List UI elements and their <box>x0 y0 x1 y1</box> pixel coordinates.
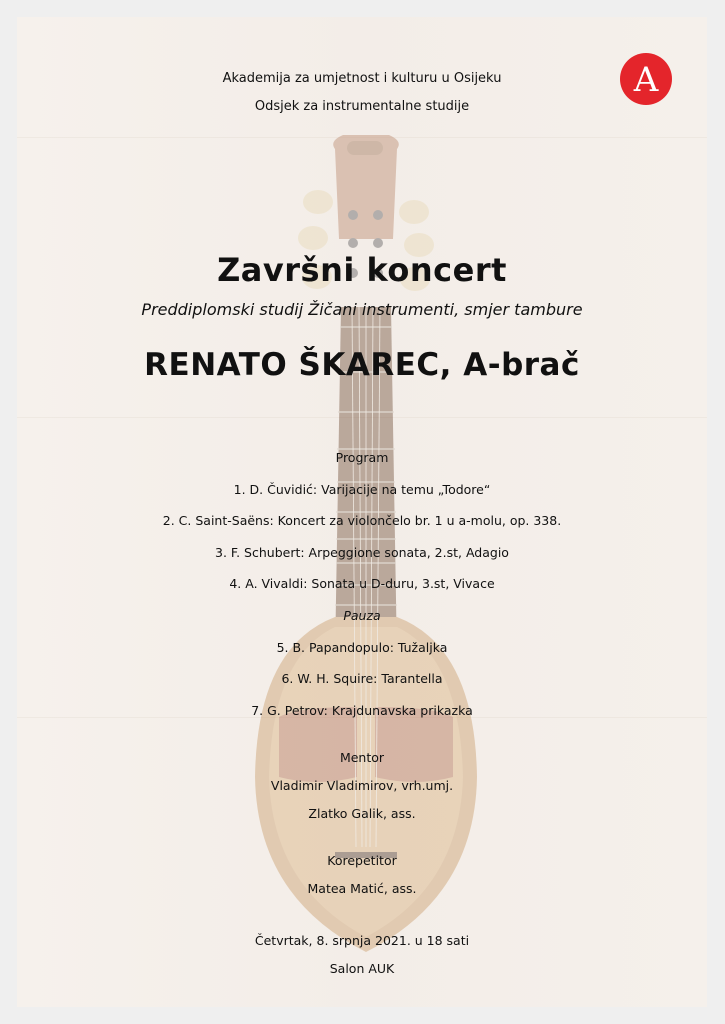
performer-name: RENATO ŠKAREC, A-brač <box>144 347 580 383</box>
program-heading: Program <box>335 450 389 465</box>
korepetitor-block <box>17 847 707 903</box>
poster-sheet <box>17 17 707 1007</box>
department-name: Odsjek za instrumentalne studije <box>254 99 470 114</box>
mentor-heading: Mentor <box>339 750 385 765</box>
korepetitor-heading: Korepetitor <box>327 853 397 868</box>
event-venue: Salon AUK <box>329 961 395 976</box>
program-item: 1. D. Čuvidić: Varijacije na temu „Todore“ <box>233 481 491 497</box>
header-block <box>17 65 707 121</box>
mentor-name: Vladimir Vladimirov, vrh.umj. <box>270 778 454 793</box>
concert-subtitle: Preddiplomski studij Žičani instrumenti, smjer tambure <box>141 300 583 319</box>
mentor-block <box>17 744 707 828</box>
program-item: 7. G. Petrov: Krajdunavska prikazka <box>251 702 473 718</box>
program-pause: Pauza <box>343 607 381 623</box>
program-block <box>17 442 707 726</box>
concert-title: Završni koncert <box>217 251 507 289</box>
event-info <box>17 927 707 983</box>
korepetitor-name: Matea Matić, ass. <box>307 881 417 896</box>
institution-name: Akademija za umjetnost i kulturu u Osijeku <box>222 71 502 86</box>
program-item: 3. F. Schubert: Arpeggione sonata, 2.st, Adagio <box>215 544 509 560</box>
program-item: 2. C. Saint-Saëns: Koncert za violončelo br. 1 u a-molu, op. 338. <box>162 513 562 529</box>
program-item: 6. W. H. Squire: Tarantella <box>281 671 443 687</box>
logo-letter: A <box>633 60 659 100</box>
program-item: 5. B. Papandopulo: Tužaljka <box>276 639 448 655</box>
program-item: 4. A. Vivaldi: Sonata u D-duru, 3.st, Vivace <box>229 576 495 592</box>
mentor-name: Zlatko Galik, ass. <box>308 806 416 821</box>
event-date: Četvrtak, 8. srpnja 2021. u 18 sati <box>254 933 470 948</box>
